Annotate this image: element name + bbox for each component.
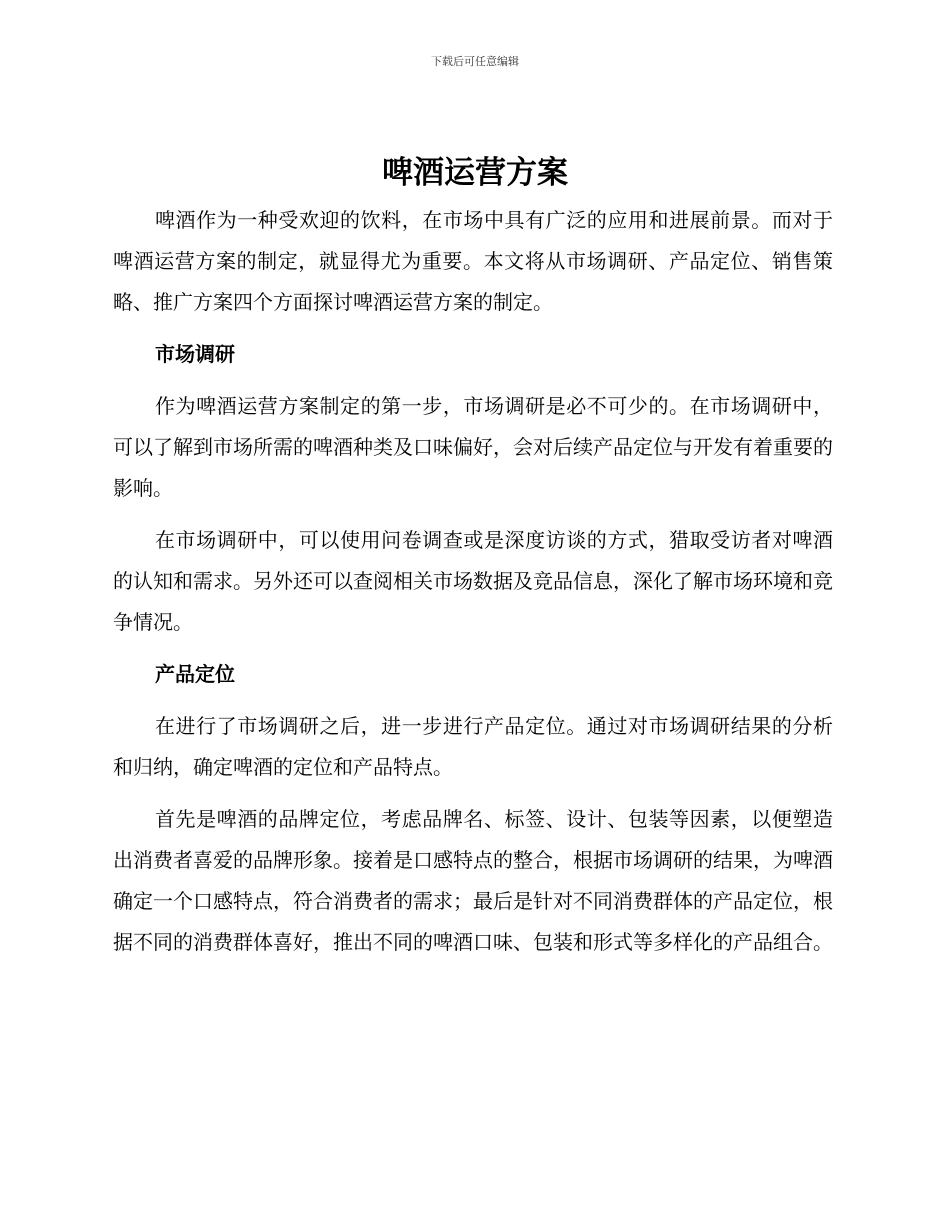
market-research-paragraph-2: 在市场调研中，可以使用问卷调查或是深度访谈的方式，猎取受访者对啤酒的认知和需求。另外还可以查阅相关市场数据及竞品信息，深化了解市场环境和竞争情况。: [113, 528, 833, 634]
header-note: 下载后可任意编辑: [431, 55, 519, 68]
document-body: [113, 200, 833, 963]
section-heading-product-positioning: 产品定位: [155, 662, 235, 686]
document-title: 啤酒运营方案: [382, 155, 568, 191]
product-positioning-paragraph-2: 首先是啤酒的品牌定位，考虑品牌名、标签、设计、包装等因素，以便塑造出消费者喜爱的品牌形象。接着是口感特点的整合，根据市场调研的结果，为啤酒确定一个口感特点，符合消费者的需求；最后是针对不同消费群体的产品定位，根据不同的消费群体喜好，推出不同的啤酒口味、包装和形式等多样化的产品组合。: [113, 807, 833, 954]
section-heading-market-research: 市场调研: [155, 342, 235, 366]
market-research-paragraph-1: 作为啤酒运营方案制定的第一步，市场调研是必不可少的。在市场调研中，可以了解到市场所需的啤酒种类及口味偏好，会对后续产品定位与开发有着重要的影响。: [113, 394, 833, 500]
intro-paragraph: 啤酒作为一种受欢迎的饮料，在市场中具有广泛的应用和进展前景。而对于啤酒运营方案的制定，就显得尤为重要。本文将从市场调研、产品定位、销售策略、推广方案四个方面探讨啤酒运营方案的制定。: [113, 208, 833, 314]
product-positioning-paragraph-1: 在进行了市场调研之后，进一步进行产品定位。通过对市场调研结果的分析和归纳，确定啤酒的定位和产品特点。: [113, 714, 833, 779]
